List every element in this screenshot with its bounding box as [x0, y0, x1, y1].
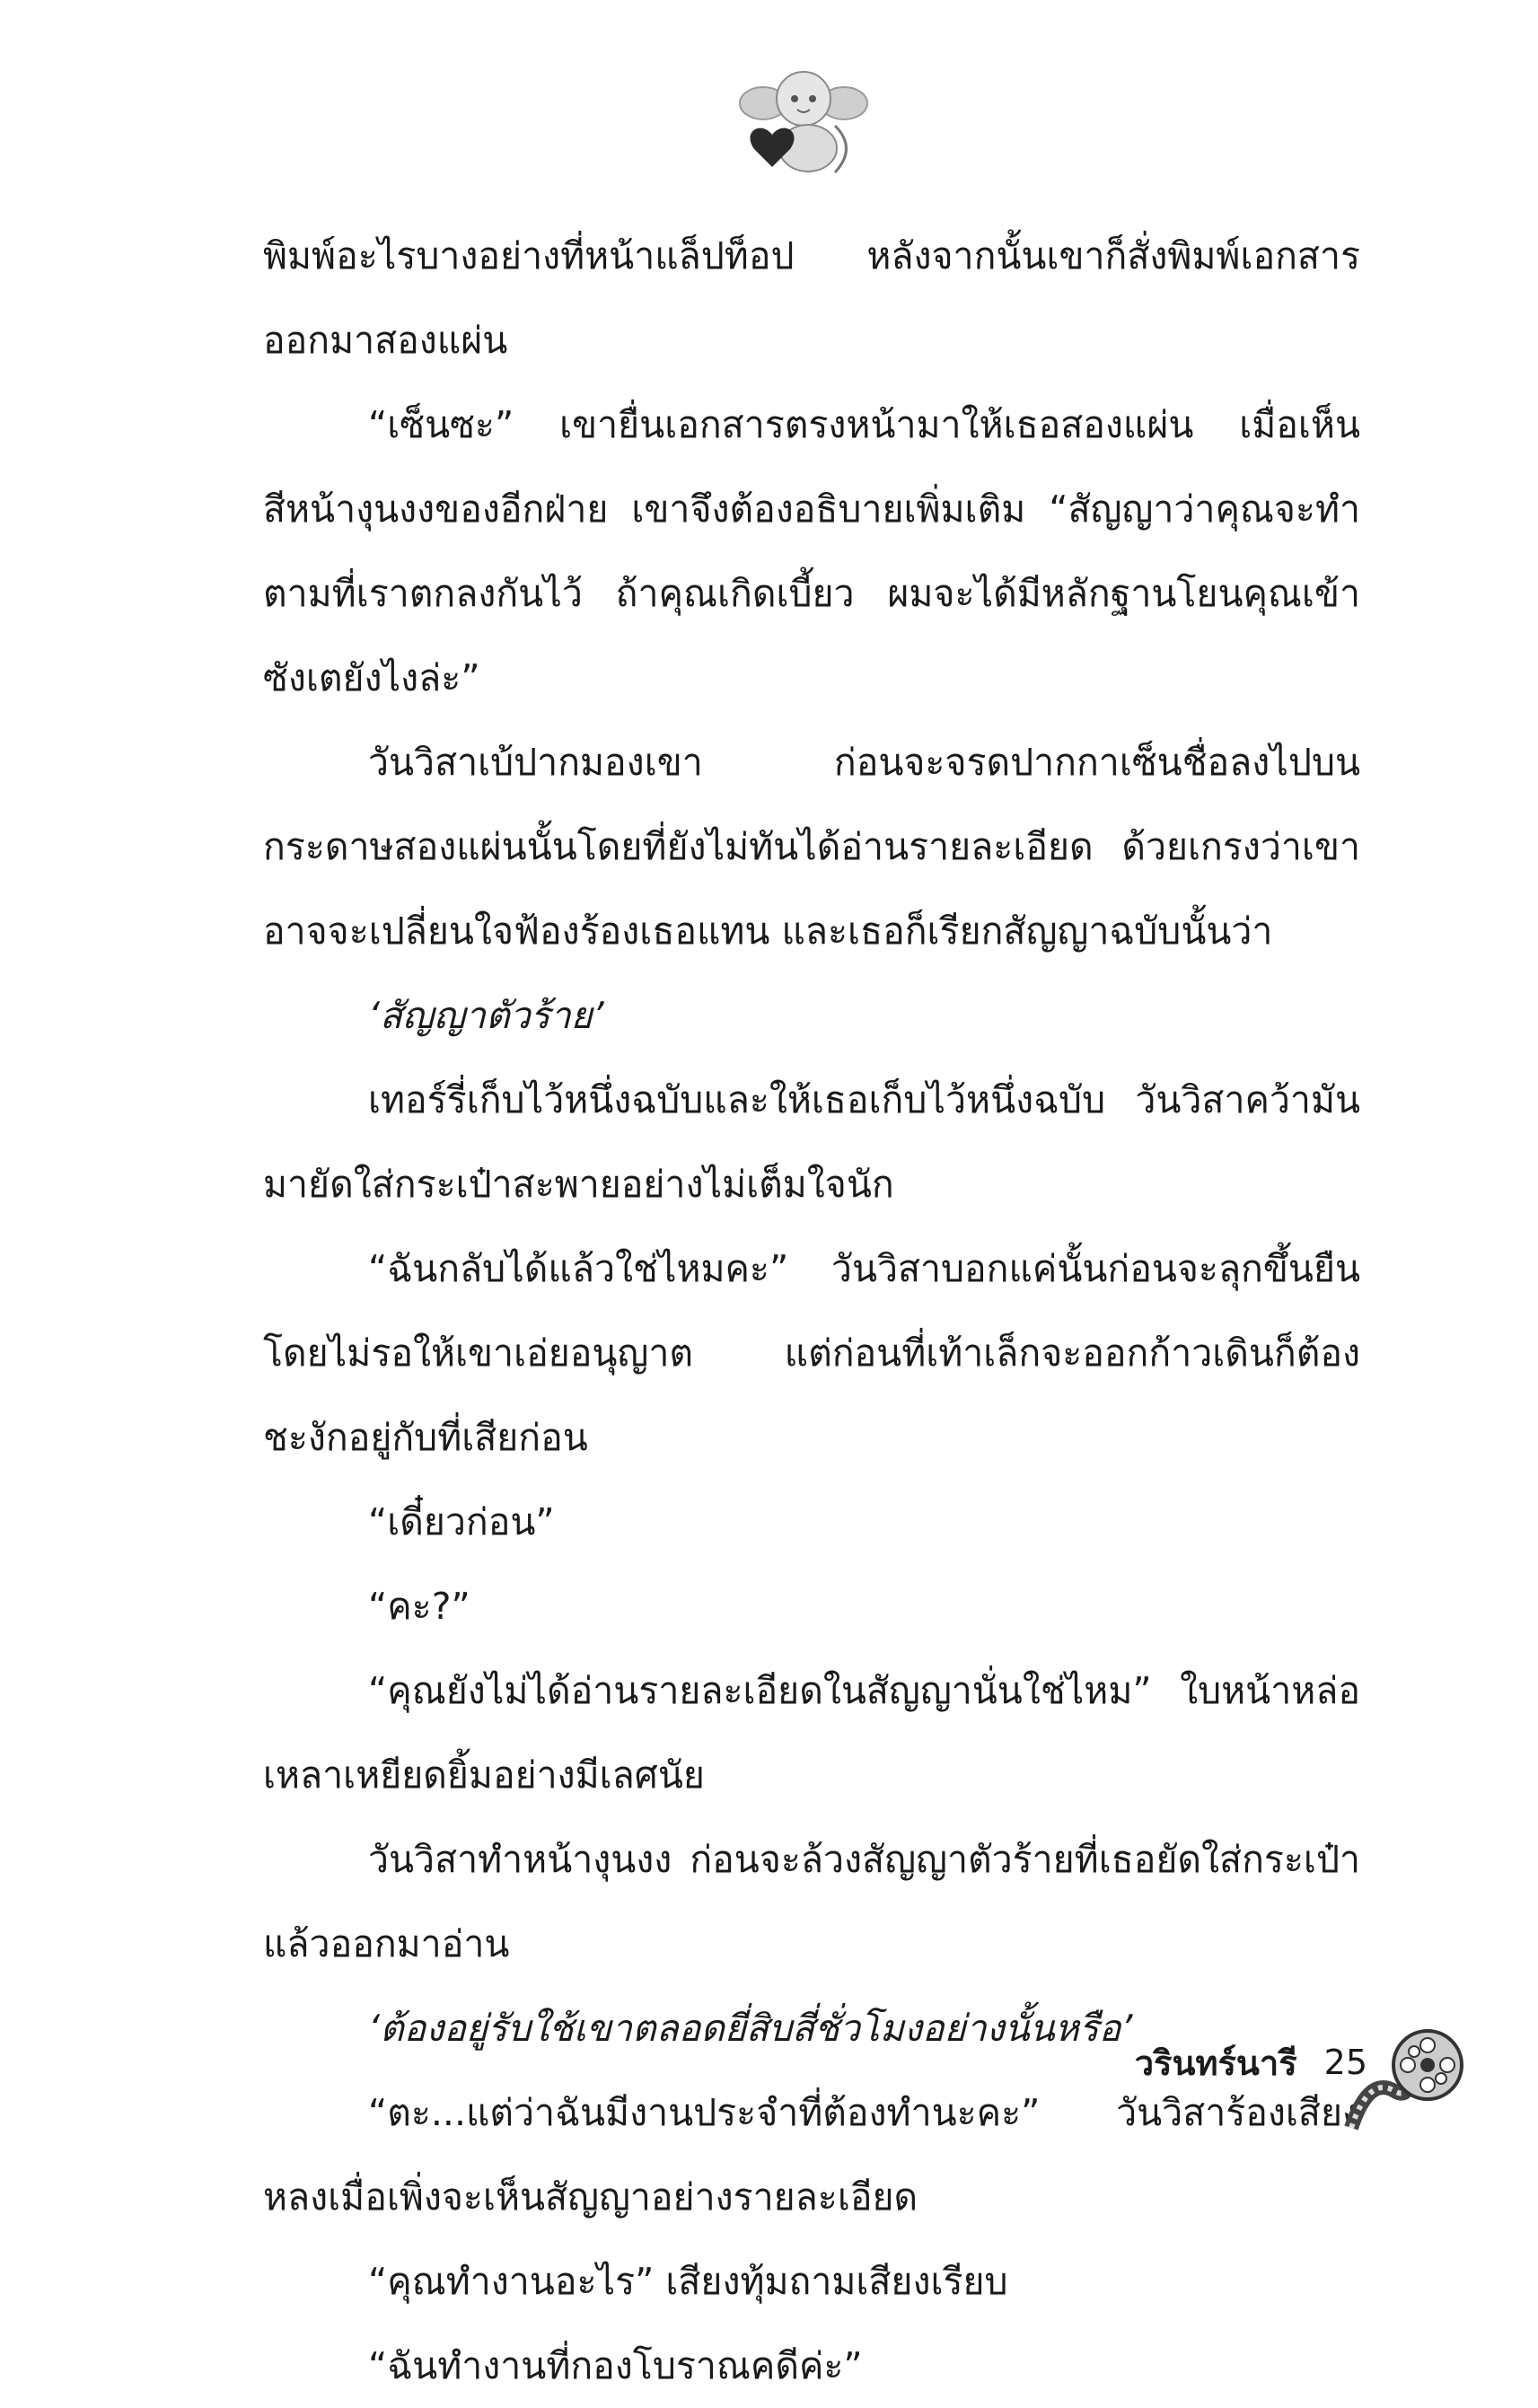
paragraph: “ตะ...แต่ว่าฉันมีงานประจำที่ต้องทำนะคะ” วันวิสาร้องเสียงหลงเมื่อเพิ่งจะเห็นสัญญาอย่างรายละเอียด	[263, 2091, 1360, 2219]
book-title: วรินทร์นารี	[1134, 2043, 1297, 2083]
paragraph: “คุณยังไม่ได้อ่านรายละเอียดในสัญญานั่นใช่ไหม” ใบหน้าหล่อเหลาเหยียดยิ้มอย่างมีเลศนัย	[263, 1669, 1360, 1797]
paragraph: “เดี๋ยวก่อน”	[368, 1500, 555, 1543]
paragraph: “เซ็นซะ” เขายื่นเอกสารตรงหน้ามาให้เธอสองแผ่น เมื่อเห็นสีหน้างุนงงของอีกฝ่าย เขาจึงต้องอธิบายเพิ่มเติม “สัญญาว่าคุณจะทำตามที่เราตกลงกันไว้ ถ้าคุณเกิดเบี้ยว ผมจะได้มีหลักฐานโยนคุณเข้าซังเตยังไงล่ะ”	[263, 403, 1360, 699]
page-footer	[1135, 2035, 1367, 2089]
film-reel-icon	[1342, 2020, 1468, 2137]
paragraph: วันวิสาทำหน้างุนงง ก่อนจะล้วงสัญญาตัวร้ายที่เธอยัดใส่กระเป๋าแล้วออกมาอ่าน	[263, 1838, 1360, 1965]
paragraph: เทอร์รี่เก็บไว้หนึ่งฉบับและให้เธอเก็บไว้หนึ่งฉบับ วันวิสาคว้ามันมายัดใส่กระเป๋าสะพายอย่างไม่เต็มใจนัก	[263, 1078, 1360, 1206]
cupid-heart-icon	[736, 63, 871, 180]
paragraph: “คะ?”	[368, 1585, 470, 1628]
paragraph: พิมพ์อะไรบางอย่างที่หน้าแล็ปท็อป หลังจากนั้นเขาก็สั่งพิมพ์เอกสารออกมาสองแผ่น	[263, 234, 1360, 362]
paragraph-italic: ‘ต้องอยู่รับใช้เขาตลอดยี่สิบสี่ชั่วโมงอย่างนั้นหรือ’	[368, 2007, 1133, 2050]
page-number: 25	[1323, 2043, 1367, 2082]
paragraph: “คุณทำงานอะไร” เสียงทุ้มถามเสียงเรียบ	[368, 2260, 1008, 2303]
paragraph: “ฉันกลับได้แล้วใช่ไหมคะ” วันวิสาบอกแค่นั้นก่อนจะลุกขึ้นยืนโดยไม่รอให้เขาเอ่ยอนุญาต แต่ก่อนที่เท้าเล็กจะออกก้าวเดินก็ต้องชะงักอยู่กับที่เสียก่อน	[263, 1247, 1360, 1459]
paragraph: วันวิสาเบ้ปากมองเขา ก่อนจะจรดปากกาเซ็นชื่อลงไปบนกระดาษสองแผ่นนั้นโดยที่ยังไม่ทันได้อ่านรายละเอียด ด้วยเกรงว่าเขาอาจจะเปลี่ยนใจฟ้องร้องเธอแทน และเธอก็เรียกสัญญาฉบับนั้นว่า	[263, 741, 1360, 953]
paragraph: “ฉันทำงานที่กองโบราณคดีค่ะ”	[368, 2344, 863, 2387]
paragraph-italic: ‘สัญญาตัวร้าย’	[368, 994, 604, 1037]
